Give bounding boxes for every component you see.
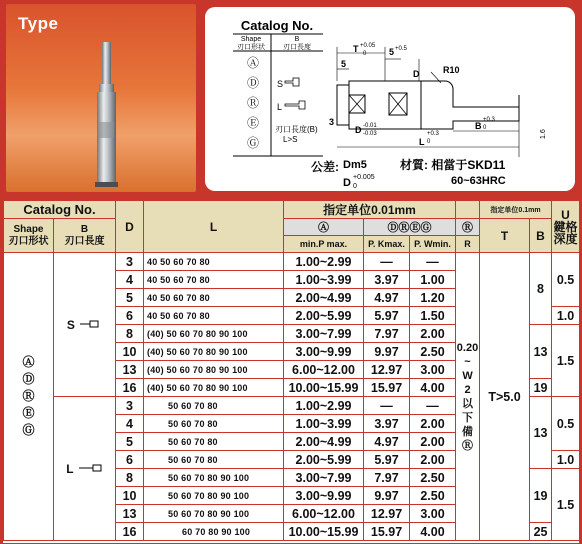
u-value-4: 1.0 (552, 451, 580, 469)
l-kmax-6: 12.97 (364, 505, 410, 523)
s-wmin-5: 2.50 (410, 343, 456, 361)
shape-d: Ⓓ (22, 372, 35, 386)
header-a: Ⓐ (284, 219, 364, 236)
s-l-3: 40 50 60 70 80 (144, 307, 284, 325)
s-l-7: (40) 50 60 70 80 90 100 (144, 379, 284, 397)
spec-table-wrap (3, 200, 579, 543)
u-value-5: 1.5 (552, 469, 580, 541)
hardness-label: 60~63HRC (451, 175, 506, 187)
dim-b-tol0: 0 (483, 125, 487, 131)
l-shape-icon (77, 463, 103, 473)
header-r-sub: R (456, 236, 480, 253)
shape-a: Ⓐ (22, 355, 35, 369)
type-title: Type (18, 14, 59, 33)
dim-dtol-a: -0.01 (363, 123, 377, 129)
header-unit-t: 指定单位0.1mm (480, 201, 552, 219)
s-kmax-4: 7.97 (364, 325, 410, 343)
dim-l: L (419, 137, 425, 147)
s-wmin-1: 1.00 (410, 271, 456, 289)
s-kmax-0: — (364, 253, 410, 271)
s-shape-icon (78, 319, 102, 329)
dim-l-tol: +0.3 (427, 131, 439, 137)
s-range-4: 3.00~7.99 (284, 325, 364, 343)
l-range-3: 2.00~5.99 (284, 451, 364, 469)
l-range-5: 3.00~9.99 (284, 487, 364, 505)
s-d-7: 16 (116, 379, 144, 397)
l-wmin-6: 3.00 (410, 505, 456, 523)
header-p-kmax: P. Kmax. (364, 236, 410, 253)
l-wmin-7: 4.00 (410, 523, 456, 541)
mini-b-label-cn: 刃口長度 (283, 44, 311, 51)
dim-dtol: D (355, 125, 362, 135)
s-l-1: 40 50 60 70 80 (144, 271, 284, 289)
l-kmax-2: 4.97 (364, 433, 410, 451)
dim-d: D (413, 69, 420, 79)
hero-banner (0, 0, 582, 196)
mini-l-note-1: 刃口長度(B) (275, 125, 318, 134)
l-kmax-1: 3.97 (364, 415, 410, 433)
dim-l-tol0: 0 (427, 139, 431, 145)
dim-b-tol: +0.3 (483, 117, 495, 123)
l-wmin-3: 2.00 (410, 451, 456, 469)
s-kmax-3: 5.97 (364, 307, 410, 325)
r-line-4: 以 (462, 397, 474, 410)
header-l: L (144, 201, 284, 253)
s-l-6: (40) 50 60 70 80 90 100 (144, 361, 284, 379)
r-line-1: ~ (464, 355, 471, 368)
l-wmin-4: 2.50 (410, 469, 456, 487)
header-u-cn2: 深度 (553, 231, 578, 246)
s-l-2: 40 50 60 70 80 (144, 289, 284, 307)
punch-illustration (6, 4, 196, 192)
s-range-2: 2.00~4.99 (284, 289, 364, 307)
mini-s-label: S (277, 79, 284, 89)
header-drg: ⒹⓇⒺⒼ (364, 219, 456, 236)
l-l-6: 50 60 70 80 90 100 (144, 505, 284, 523)
l-l-2: 50 60 70 80 (144, 433, 284, 451)
l-wmin-0: — (410, 397, 456, 415)
catalog-mini-title: Catalog No. (240, 18, 314, 33)
s-wmin-7: 4.00 (410, 379, 456, 397)
l-range-2: 2.00~4.99 (284, 433, 364, 451)
mini-shape-r: Ⓡ (246, 96, 260, 110)
shape-column (4, 253, 54, 541)
b-value-0: 8 (530, 253, 552, 325)
dim-5b: 5 (341, 59, 347, 69)
header-shape-cn: 刃口形状 (8, 235, 49, 247)
l-l-0: 50 60 70 80 (144, 397, 284, 415)
u-value-1: 1.0 (552, 307, 580, 325)
mini-shape-a: Ⓐ (246, 56, 260, 70)
shape-r: Ⓡ (22, 389, 35, 403)
l-d-6: 13 (116, 505, 144, 523)
mini-shape-label: Shape (240, 36, 262, 43)
r-line-0: 0.20 (456, 341, 479, 354)
dim-t-tol: +0.05 (360, 43, 376, 49)
l-wmin-5: 2.50 (410, 487, 456, 505)
table-row (4, 253, 580, 271)
s-kmax-7: 15.97 (364, 379, 410, 397)
b-value-4: 19 (530, 469, 552, 523)
header-u (552, 201, 580, 253)
header-u-cn1: 鍵格 (553, 219, 578, 234)
dimension-drawing (205, 7, 575, 191)
header-b (54, 219, 116, 253)
s-d-2: 5 (116, 289, 144, 307)
r-value-column (456, 253, 480, 541)
r-line-2: W (462, 369, 473, 382)
dim-b: B (475, 121, 482, 131)
header-unit: 指定单位0.01mm (284, 201, 456, 219)
l-range-4: 3.00~7.99 (284, 469, 364, 487)
dim-t-tol0: 0 (363, 51, 367, 57)
s-kmax-1: 3.97 (364, 271, 410, 289)
s-wmin-4: 2.00 (410, 325, 456, 343)
dim-5-tol: +0.5 (395, 46, 407, 52)
s-wmin-0: — (410, 253, 456, 271)
l-range-0: 1.00~2.99 (284, 397, 364, 415)
l-l-5: 50 60 70 80 90 100 (144, 487, 284, 505)
s-range-0: 1.00~2.99 (284, 253, 364, 271)
header-bcol: B (530, 219, 552, 253)
s-kmax-2: 4.97 (364, 289, 410, 307)
s-d-3: 6 (116, 307, 144, 325)
s-range-3: 2.00~5.99 (284, 307, 364, 325)
header-r: Ⓡ (456, 219, 480, 236)
spec-table (3, 200, 580, 541)
header-min-p-max: min.P max. (284, 236, 364, 253)
mini-shape-label-cn: 刃口形状 (237, 44, 265, 51)
l-l-1: 50 60 70 80 (144, 415, 284, 433)
header-u-letter: U (561, 207, 570, 222)
s-range-5: 3.00~9.99 (284, 343, 364, 361)
l-kmax-4: 7.97 (364, 469, 410, 487)
mini-shape-e: Ⓔ (246, 116, 260, 130)
s-range-1: 1.00~3.99 (284, 271, 364, 289)
s-d-5: 10 (116, 343, 144, 361)
l-range-7: 10.00~15.99 (284, 523, 364, 541)
tolerance-d: Dm5 (343, 159, 367, 171)
dim-t: T (353, 44, 359, 54)
s-wmin-2: 1.20 (410, 289, 456, 307)
u-value-0: 0.5 (552, 253, 580, 307)
header-shape-en: Shape (13, 223, 44, 235)
l-d-0: 3 (116, 397, 144, 415)
s-kmax-5: 9.97 (364, 343, 410, 361)
l-range-6: 6.00~12.00 (284, 505, 364, 523)
mini-b-label: B (294, 36, 300, 43)
mini-l-note-2: L>S (283, 135, 298, 144)
l-wmin-2: 2.00 (410, 433, 456, 451)
l-shape-icon (285, 101, 305, 109)
l-group-label: L (66, 461, 74, 476)
l-d-2: 5 (116, 433, 144, 451)
s-d-6: 13 (116, 361, 144, 379)
l-d-7: 16 (116, 523, 144, 541)
l-l-3: 50 60 70 80 (144, 451, 284, 469)
u-value-2: 1.5 (552, 325, 580, 397)
s-l-0: 40 50 60 70 80 (144, 253, 284, 271)
tolerance-d2: D (343, 177, 351, 189)
l-kmax-7: 15.97 (364, 523, 410, 541)
r-line-5: 下 (462, 411, 474, 424)
l-l-7: 60 70 80 90 100 (144, 523, 284, 541)
l-group-cell (54, 397, 116, 541)
dim-r10: R10 (443, 65, 460, 75)
s-wmin-6: 3.00 (410, 361, 456, 379)
t-value: T>5.0 (480, 253, 530, 541)
header-b-en: B (80, 223, 89, 235)
s-range-7: 10.00~15.99 (284, 379, 364, 397)
mini-shape-g: Ⓖ (246, 136, 260, 150)
mini-shape-d: Ⓓ (246, 76, 260, 90)
r-line-6: 備 (462, 425, 474, 438)
l-d-4: 8 (116, 469, 144, 487)
r-line-7: Ⓡ (462, 438, 474, 452)
shape-g: Ⓖ (22, 423, 35, 437)
l-wmin-1: 2.00 (410, 415, 456, 433)
l-l-4: 50 60 70 80 90 100 (144, 469, 284, 487)
b-value-2: 19 (530, 379, 552, 397)
l-kmax-0: — (364, 397, 410, 415)
header-d: D (116, 201, 144, 253)
s-d-4: 8 (116, 325, 144, 343)
s-wmin-3: 1.50 (410, 307, 456, 325)
u-value-3: 0.5 (552, 397, 580, 451)
header-b-cn: 刃口長度 (64, 235, 105, 247)
header-shape (4, 219, 54, 253)
l-range-1: 1.00~3.99 (284, 415, 364, 433)
s-l-5: (40) 50 60 70 80 90 100 (144, 343, 284, 361)
tolerance-label: 公差: (311, 160, 339, 174)
b-value-5: 25 (530, 523, 552, 541)
l-d-5: 10 (116, 487, 144, 505)
tolerance-d-sup: +0.005 (353, 174, 375, 181)
s-kmax-6: 12.97 (364, 361, 410, 379)
header-t: T (480, 219, 530, 253)
product-photo (6, 4, 196, 192)
spec-diagram-panel (205, 7, 575, 191)
dim-3: 3 (329, 117, 335, 127)
s-l-4: (40) 50 60 70 80 90 100 (144, 325, 284, 343)
shape-e: Ⓔ (22, 406, 35, 420)
mini-l-label: L (277, 102, 283, 112)
l-d-1: 4 (116, 415, 144, 433)
s-shape-icon (285, 78, 299, 86)
dim-16: 1.6 (540, 129, 547, 139)
l-d-3: 6 (116, 451, 144, 469)
dim-dtol-b: -0.03 (363, 131, 377, 137)
s-d-1: 4 (116, 271, 144, 289)
material-label: 材質: 相當于SKD11 (400, 158, 506, 172)
s-range-6: 6.00~12.00 (284, 361, 364, 379)
l-kmax-5: 9.97 (364, 487, 410, 505)
header-p-wmin: P. Wmin. (410, 236, 456, 253)
dim-5: 5 (389, 47, 395, 57)
s-d-0: 3 (116, 253, 144, 271)
b-value-1: 13 (530, 325, 552, 379)
header-catalog: Catalog No. (4, 201, 116, 219)
r-line-3: 2 (464, 383, 471, 396)
l-kmax-3: 5.97 (364, 451, 410, 469)
s-group-cell (54, 253, 116, 397)
b-value-3: 13 (530, 397, 552, 469)
s-group-label: S (66, 317, 75, 332)
tolerance-d-sub: 0 (353, 183, 357, 190)
